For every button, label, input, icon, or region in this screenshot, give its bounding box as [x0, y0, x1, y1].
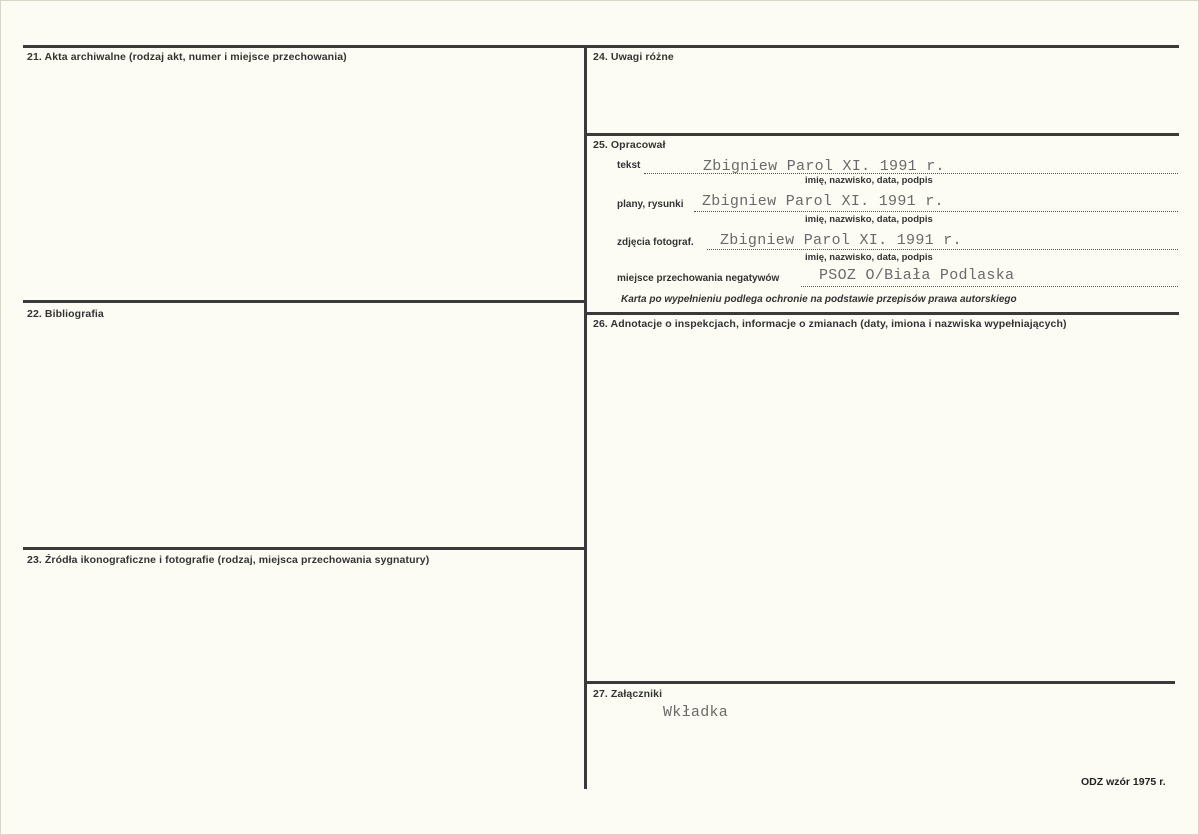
negatywy-line [801, 286, 1178, 287]
form-footer: ODZ wzór 1975 r. [1081, 776, 1166, 788]
section-23-label: 23. Źródła ikonograficzne i fotografie (rodzaj, miejsca przechowania sygnatury) [27, 554, 430, 566]
zdjecia-value: Zbigniew Parol XI. 1991 r. [720, 232, 962, 249]
section-21-label: 21. Akta archiwalne (rodzaj akt, numer i miejsce przechowania) [27, 51, 347, 63]
section-27-label: 27. Załączniki [593, 688, 663, 700]
rule-22-23 [23, 547, 584, 550]
section-22-label: 22. Bibliografia [27, 308, 104, 320]
negatywy-value: PSOZ O/Biała Podlaska [819, 267, 1015, 284]
zdjecia-line [707, 249, 1178, 250]
tekst-caption: imię, nazwisko, data, podpis [805, 175, 933, 186]
top-rule [23, 45, 1179, 48]
center-divider [584, 45, 587, 789]
negatywy-label: miejsce przechowania negatywów [617, 273, 780, 284]
rule-26-27 [587, 681, 1175, 684]
rule-25-26 [587, 312, 1179, 315]
tekst-value: Zbigniew Parol XI. 1991 r. [703, 158, 945, 175]
rule-21-22 [23, 300, 584, 303]
zdjecia-label: zdjęcia fotograf. [617, 237, 694, 248]
section-26-label: 26. Adnotacje o inspekcjach, informacje o zmianach (daty, imiona i nazwiska wypełniających) [593, 318, 1067, 330]
plany-value: Zbigniew Parol XI. 1991 r. [702, 193, 944, 210]
plany-line [694, 211, 1178, 212]
plany-caption: imię, nazwisko, data, podpis [805, 214, 933, 225]
section-25-label: 25. Opracował [593, 139, 666, 151]
zdjecia-caption: imię, nazwisko, data, podpis [805, 252, 933, 263]
copyright-note: Karta po wypełnieniu podlega ochronie na podstawie przepisów prawa autorskiego [621, 294, 1017, 305]
section-24-label: 24. Uwagi różne [593, 51, 674, 63]
attachment-value: Wkładka [663, 704, 729, 721]
plany-label: plany, rysunki [617, 199, 684, 210]
rule-24-25 [587, 133, 1179, 136]
tekst-label: tekst [617, 160, 641, 171]
